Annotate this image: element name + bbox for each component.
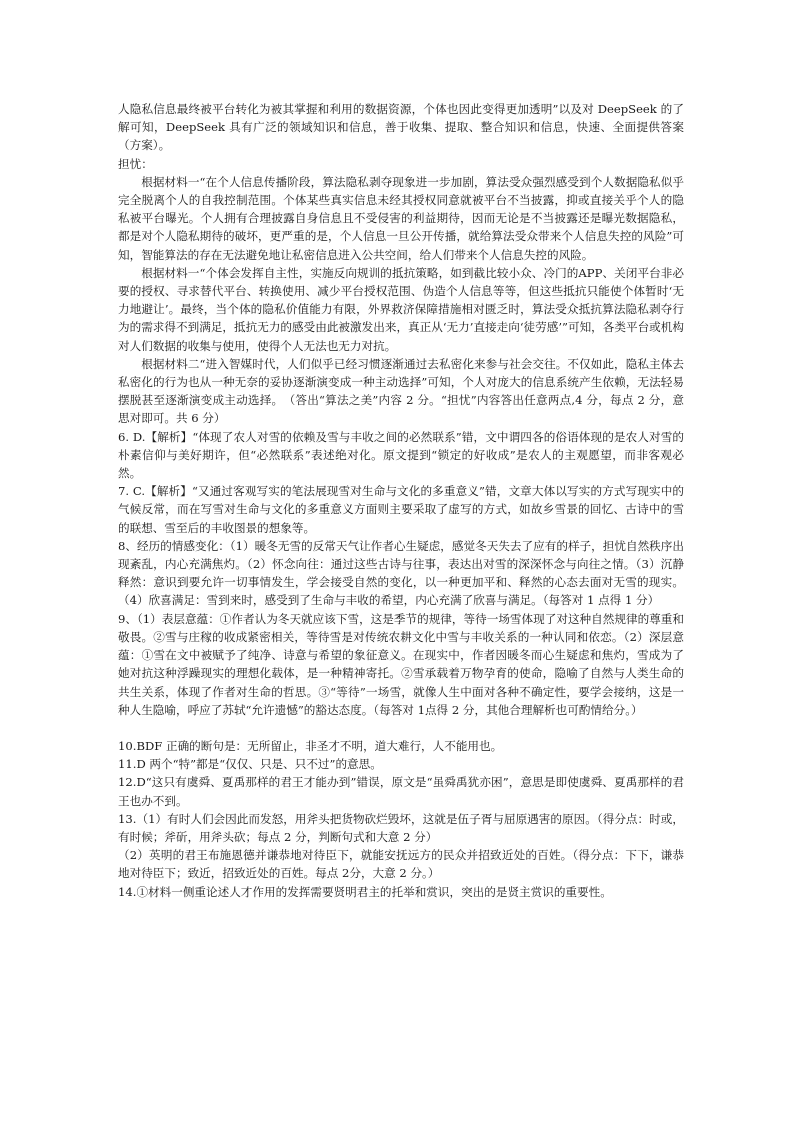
answer-item-10: 10.BDF 正确的断句是：无所留止，非圣才不明，道大难行，人不能用也。: [118, 738, 503, 753]
paragraph-material-one-b: 根据材料一“个体会发挥自主性，实施反向规训的抵抗策略，如到截比较小众、冷门的APP、关闭平台非必要的授权、寻求替代平台、转换使用、减少平台授权范围、伪造个人信息等等，但这些抵抗只能使个体暂时‘无力地避让’。最终，当个体的隐私价值能力有限，外界救济保障措施相对匮乏时，算法受众抵抗算法隐私剥夺行为的需求得不到满足，抵抗无力的感受由此被激发出来，真正从‘无力’直接走向‘徒劳感’”可知，各类平台或机构对人们数据的收集与使用，使得个人无法也无力对抗。: [118, 265, 684, 353]
answer-document: [118, 100, 684, 901]
paragraph-continuation: 人隐私信息最终被平台转化为被其掌握和利用的数据资源，个体也因此变得更加透明”以及对 DeepSeek 的了解可知，DeepSeek 具有广泛的领域知识和信息，善于收集、提取、整合知识和信息，快速、全面提供答案（方案）。: [118, 102, 684, 153]
answer-item-7: 7. C.【解析】“又通过客观写实的笔法展现雪对生命与文化的多重意义”错，文章大体以写实的方式写现实中的气候反常，而在写雪对生命与文化的多重意义方面则主要采取了虚写的方式，如故乡雪景的回忆、古诗中的雪的联想、雪至后的丰收图景的想象等。: [118, 484, 684, 535]
paragraph-material-one-a: 根据材料一“在个人信息传播阶段，算法隐私剥夺现象进一步加剧，算法受众强烈感受到个人数据隐私似乎完全脱离个人的自我控制范围。个体某些真实信息未经其授权同意就被平台不当披露，抑或直接关乎个人的隐私被平台曝光。个人拥有合理披露自身信息且不受侵害的利益期待，因而无论是不当披露还是曝光数据隐私，都是对个人隐私期待的破坏，更严重的是，个人信息一旦公开传播，就给算法受众带来个人信息失控的风险”可知，智能算法的存在无法避免地让私密信息进入公共空间，给人们带来个人信息失控的风险。: [118, 174, 684, 262]
answer-item-13-part-2: （2）英明的君王布施恩德并谦恭地对待臣下，就能安抚远方的民众并招致近处的百姓。（得分点：下下，谦恭地对待臣下；致近，招致近处的百姓。每点 2分，大意 2 分。）: [118, 848, 684, 881]
answer-item-6: 6. D.【解析】“体现了农人对雪的依赖及雪与丰收之间的必然联系”错，文中谓四各的俗语体现的是农人对雪的朴素信仰与美好期许，但“必然联系”表述绝对化。原文提到“锁定的好收成”是农人的主观愿望，而非客观必然。: [118, 429, 684, 481]
answer-item-14: 14.①材料一侧重论述人才作用的发挥需要贤明君主的托举和赏识，突出的是贤主赏识的重要性。: [118, 884, 612, 899]
paragraph-material-two: 根据材料二“进入智媒时代，人们似乎已经习惯逐渐通过去私密化来参与社会交往。不仅如此，隐私主体去私密化的行为也从一种无奈的妥协逐渐演变成一种主动选择”可知，个人对庞大的信息系统产生依赖，无法轻易摆脱甚至逐渐演变成主动选择。 （答出“算法之美”内容 2 分。“担忧”内容答出任意两点,4 分，每点 2 分，意思对即可。共 6 分）: [118, 356, 684, 426]
answer-item-12: 12.D“这只有虞舜、夏禹那样的君王才能办到”错误，原文是“虽舜禹犹亦困”，意思是即使虞舜、夏禹那样的君王也办不到。: [118, 775, 684, 808]
blank-gap: [118, 719, 684, 737]
section-heading-worry: 担忧：: [118, 156, 153, 171]
answer-item-9: 9、（1）表层意蕴：①作者认为冬天就应该下雪，这是季节的规律，等待一场雪体现了对这种自然规律的尊重和敬畏。②雪与庄稼的收成紧密相关，等待雪是对传统农耕文化中雪与丰收关系的一种认同和依恋。（2）深层意蕴：①雪在文中被赋予了纯净、诗意与希望的象征意义。在现实中，作者因暖冬而心生疑虑和焦灼，雪成为了她对抗这种浮躁现实的理想化载体，是一种精神寄托。②雪承载着万物孕育的使命，隐喻了自然与人类生命的共生关系，体现了作者对生命的哲思。③“等待”一场雪，就像人生中面对各种不确定性，要学会接纳，这是一种人生隐喻，呼应了苏轼“允许遗憾”的豁达态度。（每答对 1点得 2 分，其他合理解析也可酌情给分。）: [118, 611, 684, 717]
answer-item-13-part-1: 13.（1）有时人们会因此而发怒，用斧头把货物砍烂毁坏，这就是伍子胥与屈原遇害的原因。（得分点：时或，有时候；斧斫，用斧头砍；每点 2 分，判断句式和大意 2 分）: [118, 811, 684, 844]
answer-item-8: 8、经历的情感变化：（1）暖冬无雪的反常天气让作者心生疑虑，感觉冬天失去了应有的样子，担忧自然秩序出现紊乱，内心充满焦灼。（2）怀念向往：通过这些古诗与往事，表达出对雪的深深怀念与向往之情。（3）沉静释然：意识到要允许一切事情发生，学会接受自然的变化，以一种更加平和、释然的心态去面对无雪的现实。（4）欣喜满足：雪到来时，感受到了生命与丰收的希望，内心充满了欣喜与满足。（每答对 1 点得 1 分）: [118, 538, 684, 608]
answer-item-11: 11.D 两个“特”都是“仅仅、只是、只不过”的意思。: [118, 757, 382, 772]
